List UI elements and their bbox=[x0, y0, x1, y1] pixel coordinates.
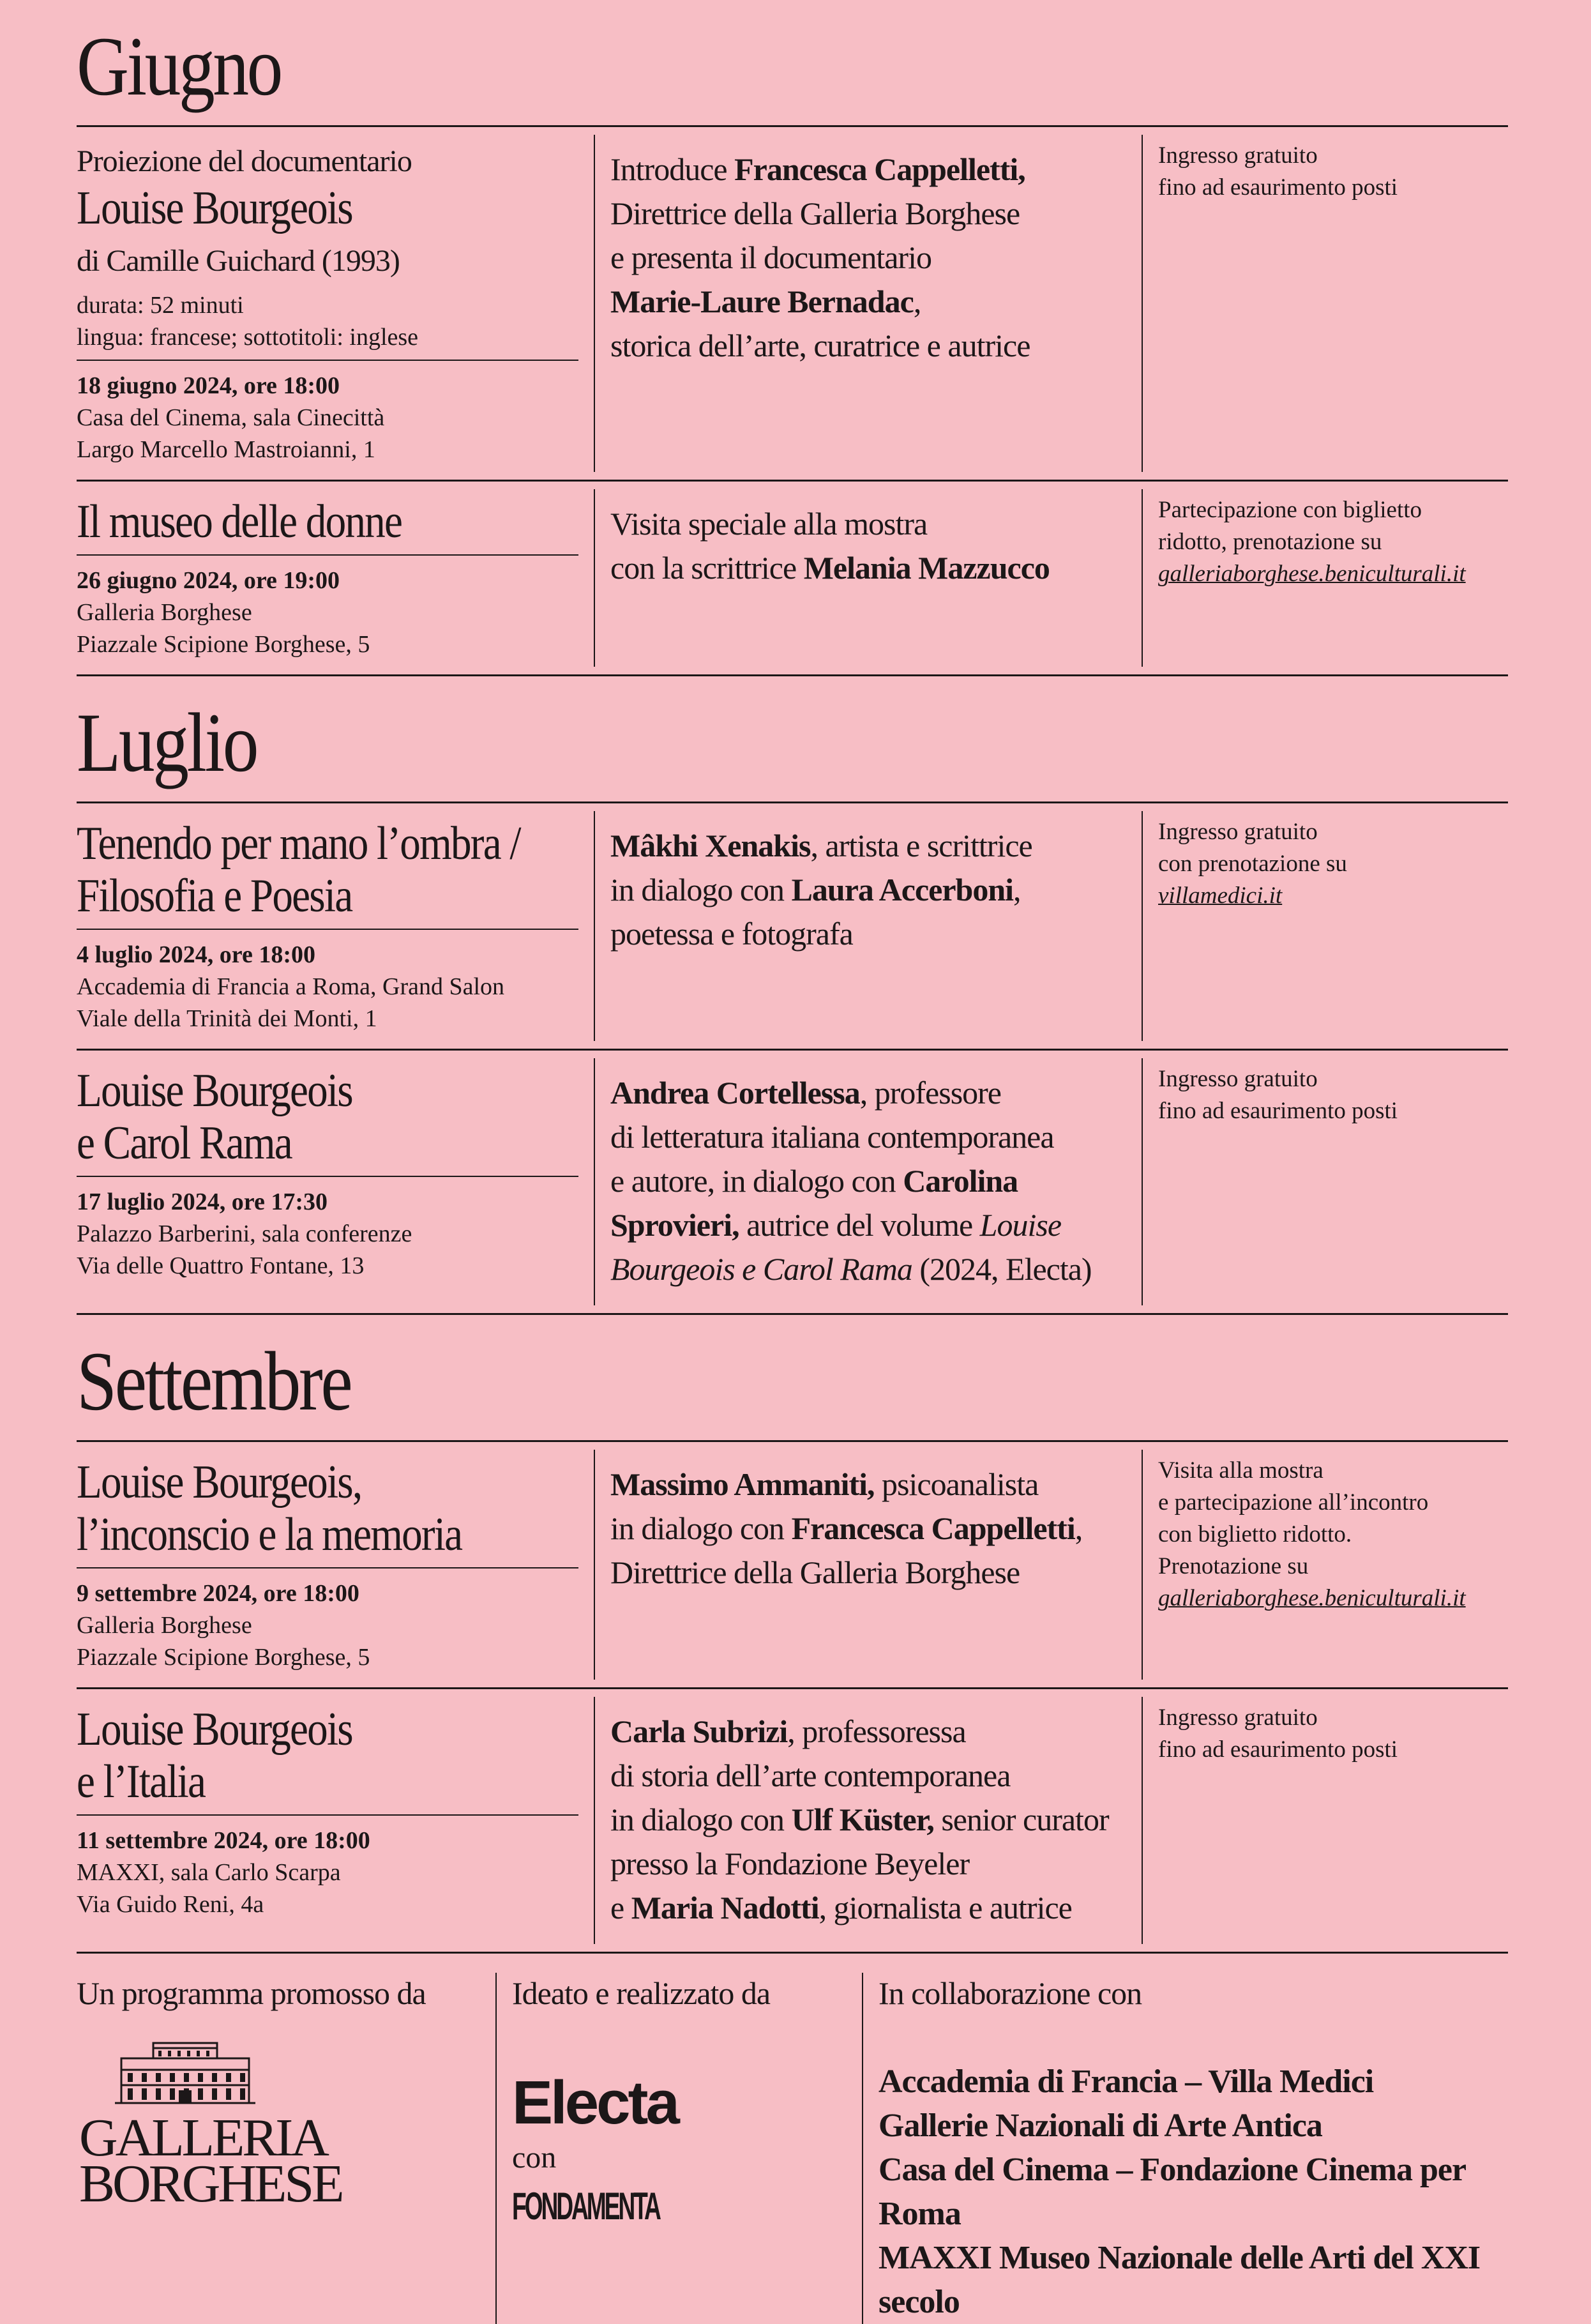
event-info-column bbox=[1142, 135, 1508, 472]
event-info-line: ridotto, prenotazione su bbox=[1158, 529, 1382, 555]
event-description-column bbox=[594, 489, 1142, 667]
event-description-column bbox=[594, 1697, 1142, 1944]
description-text: in dialogo con bbox=[610, 1510, 792, 1546]
description-text: in dialogo con bbox=[610, 872, 792, 908]
event-info-line: e partecipazione all’incontro bbox=[1158, 1489, 1429, 1515]
event-description-line bbox=[610, 1462, 1122, 1507]
description-text: , professoressa bbox=[787, 1713, 966, 1749]
event-title-line: Louise Bourgeois bbox=[77, 182, 352, 234]
partner-name: Accademia di Francia – Villa Medici bbox=[878, 2063, 1374, 2100]
event-description-line bbox=[610, 192, 1122, 236]
event-title-column bbox=[77, 127, 594, 480]
speaker-name: Mâkhi Xenakis bbox=[610, 828, 811, 863]
event-info-column bbox=[1142, 1058, 1508, 1305]
event-description-line bbox=[610, 912, 1122, 956]
event-info-column bbox=[1142, 811, 1508, 1041]
event-date: 9 settembre 2024, ore 18:00 bbox=[77, 1580, 359, 1607]
event-description-line bbox=[610, 1507, 1122, 1551]
description-text: in dialogo con bbox=[610, 1802, 792, 1837]
event-info-line: fino ad esaurimento posti bbox=[1158, 1098, 1398, 1124]
promoted-by-label: Un programma promosso da bbox=[77, 1975, 426, 2011]
event-info-line: Visita alla mostra bbox=[1158, 1457, 1323, 1484]
event-title bbox=[77, 496, 518, 548]
event-info bbox=[1158, 816, 1508, 912]
partner-name: Casa del Cinema – Fondazione Cinema per Roma bbox=[878, 2152, 1466, 2232]
event-venue: Piazzale Scipione Borghese, 5 bbox=[77, 631, 370, 658]
event-divider bbox=[77, 554, 578, 556]
event-info-line: Ingresso gratuito bbox=[1158, 1705, 1318, 1731]
event-title-line: Louise Bourgeois bbox=[77, 1703, 352, 1756]
event-venue: Via Guido Reni, 4a bbox=[77, 1891, 264, 1918]
event-description-line bbox=[610, 324, 1122, 368]
galleria-borghese-wordmark bbox=[79, 2108, 495, 2214]
speaker-name: Ulf Küster, bbox=[791, 1802, 934, 1837]
description-text: di letteratura italiana contemporanea bbox=[610, 1119, 1054, 1155]
booking-link[interactable]: galleriaborghese.beniculturali.it bbox=[1158, 1585, 1466, 1611]
program-schedule bbox=[77, 0, 1508, 2324]
description-text: senior curator bbox=[933, 1802, 1109, 1837]
event-row bbox=[77, 1442, 1508, 1689]
con-label: con bbox=[512, 2141, 557, 2175]
description-text: Bourgeois e Carol Rama bbox=[610, 1251, 912, 1287]
description-text: Introduce bbox=[610, 151, 735, 187]
wordmark-line: BORGHESE bbox=[79, 2154, 342, 2214]
event-title-line: e Carol Rama bbox=[77, 1117, 292, 1169]
event-description-line bbox=[610, 1115, 1122, 1159]
description-text: Visita speciale alla mostra bbox=[610, 506, 928, 542]
event-row bbox=[77, 482, 1508, 676]
description-text: , giornalista e autrice bbox=[818, 1890, 1072, 1925]
event-date: 26 giugno 2024, ore 19:00 bbox=[77, 567, 340, 594]
ideated-by-label: Ideato e realizzato da bbox=[512, 1975, 771, 2011]
credits-footer bbox=[77, 1973, 1508, 2324]
description-text: Louise bbox=[979, 1207, 1062, 1243]
event-divider bbox=[77, 1814, 578, 1816]
event-row bbox=[77, 803, 1508, 1051]
event-title bbox=[77, 1703, 518, 1808]
event-description-line bbox=[610, 824, 1122, 868]
event-title-line: Filosofia e Poesia bbox=[77, 870, 352, 922]
event-description-line bbox=[610, 1710, 1122, 1754]
speaker-name: Andrea Cortellessa bbox=[610, 1075, 860, 1111]
event-venue: MAXXI, sala Carlo Scarpa bbox=[77, 1859, 341, 1886]
description-text: Direttrice della Galleria Borghese bbox=[610, 195, 1020, 231]
event-venue: Via delle Quattro Fontane, 13 bbox=[77, 1252, 365, 1279]
event-divider bbox=[77, 1567, 578, 1568]
description-text: , artista e scrittrice bbox=[810, 828, 1032, 863]
booking-link[interactable]: galleriaborghese.beniculturali.it bbox=[1158, 561, 1466, 587]
event-date: 18 giugno 2024, ore 18:00 bbox=[77, 372, 340, 399]
speaker-name: Laura Accerboni bbox=[791, 872, 1014, 908]
event-info bbox=[1158, 494, 1508, 590]
event-description-line bbox=[610, 546, 1122, 590]
event-venue: Galleria Borghese bbox=[77, 599, 252, 626]
event-venue: Galleria Borghese bbox=[77, 1612, 252, 1639]
event-title-column bbox=[77, 1689, 594, 1952]
event-title bbox=[77, 1456, 518, 1561]
speaker-name: Marie-Laure Bernadac bbox=[610, 284, 914, 319]
event-divider bbox=[77, 929, 578, 930]
event-description-column bbox=[594, 811, 1142, 1041]
event-venue: Palazzo Barberini, sala conferenze bbox=[77, 1220, 412, 1247]
event-info-line: con biglietto ridotto. bbox=[1158, 1521, 1352, 1547]
event-date: 4 luglio 2024, ore 18:00 bbox=[77, 941, 316, 968]
fondamenta-logo: FONDAMENTA bbox=[512, 2185, 660, 2228]
description-text: , bbox=[913, 284, 921, 319]
month-heading: Settembre bbox=[77, 1334, 351, 1428]
event-description-line bbox=[610, 1071, 1122, 1115]
speaker-name: Sprovieri, bbox=[610, 1207, 739, 1243]
event-info bbox=[1158, 1702, 1508, 1766]
description-text: Direttrice della Galleria Borghese bbox=[610, 1554, 1020, 1590]
description-text: poetessa e fotografa bbox=[610, 916, 853, 952]
event-title-line: Il museo delle donne bbox=[77, 496, 402, 548]
speaker-name: Maria Nadotti bbox=[631, 1890, 819, 1925]
event-title bbox=[77, 1065, 518, 1169]
event-author: di Camille Guichard (1993) bbox=[77, 244, 400, 278]
description-text: , bbox=[1013, 872, 1021, 908]
event-title-line: Tenendo per mano l’ombra / bbox=[77, 817, 520, 870]
event-description-line bbox=[610, 868, 1122, 912]
event-info-column bbox=[1142, 1697, 1508, 1944]
promoted-by-column bbox=[77, 1973, 495, 2324]
event-description-line bbox=[610, 1551, 1122, 1595]
event-title-column bbox=[77, 482, 594, 674]
event-date: 17 luglio 2024, ore 17:30 bbox=[77, 1189, 328, 1215]
partners-list bbox=[878, 2060, 1508, 2324]
event-title-column bbox=[77, 1442, 594, 1687]
event-info-column bbox=[1142, 489, 1508, 667]
event-date: 11 settembre 2024, ore 18:00 bbox=[77, 1827, 370, 1854]
event-description-line bbox=[610, 236, 1122, 280]
event-venue: Viale della Trinità dei Monti, 1 bbox=[77, 1005, 377, 1032]
event-info-line: con prenotazione su bbox=[1158, 851, 1347, 877]
event-info-line: Ingresso gratuito bbox=[1158, 1066, 1318, 1092]
description-text: di storia dell’arte contemporanea bbox=[610, 1758, 1011, 1793]
event-title-line: e l’Italia bbox=[77, 1756, 206, 1808]
event-info-line: Prenotazione su bbox=[1158, 1553, 1309, 1579]
partner-name: Gallerie Nazionali di Arte Antica bbox=[878, 2108, 1322, 2144]
description-text: con la scrittrice bbox=[610, 550, 804, 586]
event-description-column bbox=[594, 1450, 1142, 1680]
description-text: , professore bbox=[859, 1075, 1002, 1111]
event-pretitle: Proiezione del documentario bbox=[77, 144, 412, 178]
event-info bbox=[1158, 1063, 1508, 1127]
event-info-line: Ingresso gratuito bbox=[1158, 142, 1318, 169]
event-info bbox=[1158, 140, 1508, 204]
event-title bbox=[77, 817, 518, 922]
event-row bbox=[77, 1689, 1508, 1954]
description-text: e presenta il documentario bbox=[610, 239, 931, 275]
event-description-line bbox=[610, 1159, 1122, 1203]
event-description-line bbox=[610, 502, 1122, 546]
event-meta-line: durata: 52 minuti bbox=[77, 292, 244, 319]
event-description-line bbox=[610, 1754, 1122, 1798]
ideated-by-column bbox=[495, 1973, 862, 2324]
booking-link[interactable]: villamedici.it bbox=[1158, 883, 1283, 909]
description-text: e autore, in dialogo con bbox=[610, 1163, 903, 1199]
event-venue: Accademia di Francia a Roma, Grand Salon bbox=[77, 973, 505, 1000]
event-title-line: Louise Bourgeois, bbox=[77, 1456, 362, 1508]
collaboration-label: In collaborazione con bbox=[878, 1975, 1142, 2011]
event-description-line bbox=[610, 1247, 1122, 1291]
description-text: e bbox=[610, 1890, 631, 1925]
event-venue: Casa del Cinema, sala Cinecittà bbox=[77, 404, 385, 431]
event-description-line bbox=[610, 148, 1122, 192]
partner-name: MAXXI Museo Nazionale delle Arti del XXI secolo bbox=[878, 2240, 1481, 2320]
event-title bbox=[77, 182, 518, 234]
event-info-line: Partecipazione con biglietto bbox=[1158, 497, 1422, 523]
galleria-borghese-logo bbox=[115, 2039, 495, 2113]
event-description-line bbox=[610, 1203, 1122, 1247]
event-venue: Piazzale Scipione Borghese, 5 bbox=[77, 1644, 370, 1671]
description-text: storica dell’arte, curatrice e autrice bbox=[610, 328, 1030, 363]
event-row bbox=[77, 1051, 1508, 1315]
event-divider bbox=[77, 360, 578, 361]
event-description-line bbox=[610, 1842, 1122, 1886]
event-divider bbox=[77, 1176, 578, 1177]
event-title-line: Louise Bourgeois bbox=[77, 1065, 352, 1117]
event-info-line: Ingresso gratuito bbox=[1158, 819, 1318, 845]
description-text: psicoanalista bbox=[874, 1466, 1039, 1502]
event-info-column bbox=[1142, 1450, 1508, 1680]
event-description-line bbox=[610, 1798, 1122, 1842]
event-description-line bbox=[610, 1886, 1122, 1930]
month-heading: Giugno bbox=[77, 19, 281, 113]
speaker-name: Francesca Cappelletti bbox=[791, 1510, 1075, 1546]
event-title-column bbox=[77, 803, 594, 1049]
description-text: (2024, Electa) bbox=[912, 1251, 1092, 1287]
event-info bbox=[1158, 1455, 1508, 1614]
month-heading: Luglio bbox=[77, 695, 257, 789]
speaker-name: Massimo Ammaniti, bbox=[610, 1466, 875, 1502]
event-title-column bbox=[77, 1051, 594, 1313]
wordmark-line: GALLERIA bbox=[79, 2108, 327, 2168]
galleria-building-icon bbox=[115, 2039, 255, 2109]
collaboration-column bbox=[862, 1973, 1508, 2324]
event-description-line bbox=[610, 280, 1122, 324]
description-text: , bbox=[1074, 1510, 1083, 1546]
event-title-line: l’inconscio e la memoria bbox=[77, 1508, 462, 1561]
speaker-name: Francesca Cappelletti, bbox=[734, 151, 1025, 187]
description-text: autrice del volume bbox=[739, 1207, 980, 1243]
speaker-name: Carla Subrizi bbox=[610, 1713, 788, 1749]
event-info-line: fino ad esaurimento posti bbox=[1158, 174, 1398, 201]
event-row bbox=[77, 127, 1508, 482]
event-description-column bbox=[594, 1058, 1142, 1305]
event-info-line: fino ad esaurimento posti bbox=[1158, 1736, 1398, 1763]
event-description-column bbox=[594, 135, 1142, 472]
event-meta-line: lingua: francese; sottotitoli: inglese bbox=[77, 324, 419, 351]
event-meta bbox=[77, 289, 578, 353]
description-text: presso la Fondazione Beyeler bbox=[610, 1846, 970, 1881]
event-venue: Largo Marcello Mastroianni, 1 bbox=[77, 436, 375, 463]
speaker-name: Melania Mazzucco bbox=[803, 550, 1050, 586]
electa-logo: Electa bbox=[512, 2069, 677, 2137]
speaker-name: Carolina bbox=[903, 1163, 1018, 1199]
